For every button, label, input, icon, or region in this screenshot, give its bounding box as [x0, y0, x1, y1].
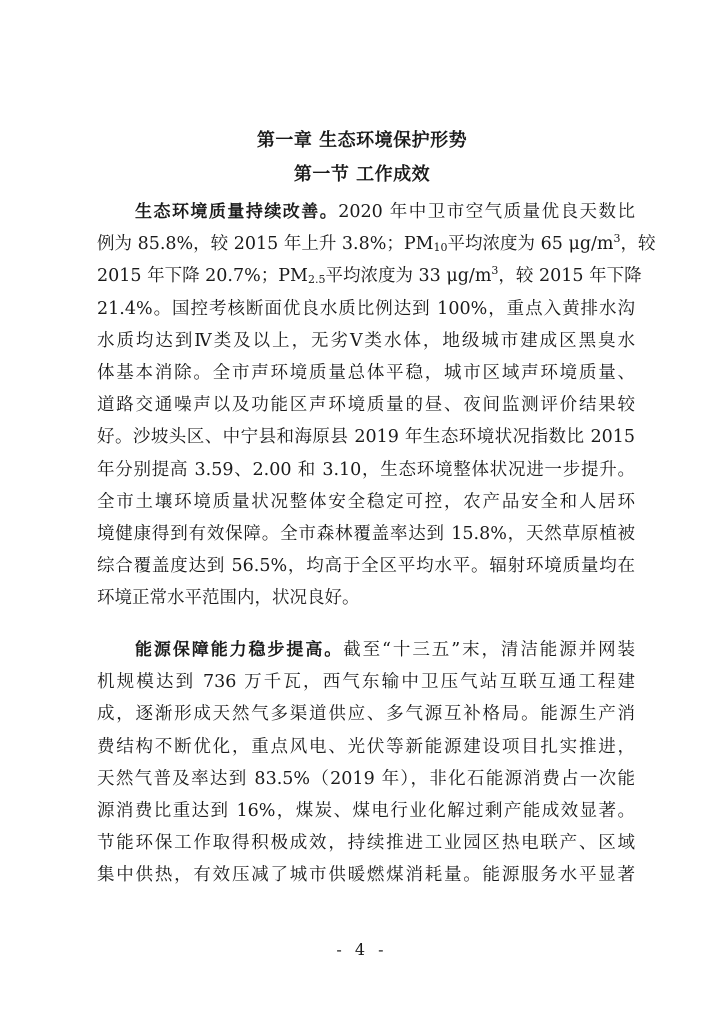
paragraph-line: 好。沙坡头区、中宁县和海原县 2019 年生态环境状况指数比 2015 — [97, 427, 635, 448]
paragraph-line: 道路交通噪声以及功能区声环境质量的昼、夜间监测评价结果较 — [97, 395, 635, 416]
paragraph-line: 机规模达到 736 万千瓦，西气东输中卫压气站互联互通工程建 — [97, 672, 635, 693]
paragraph-line: 节能环保工作取得积极成效，持续推进工业园区热电联产、区域 — [97, 833, 635, 854]
paragraph-line: 集中供热，有效压减了城市供暖燃煤消耗量。能源服务水平显著 — [97, 865, 635, 886]
paragraph-lead: 生态环境质量持续改善。 — [135, 202, 339, 222]
paragraph-lead: 能源保障能力稳步提高。 — [135, 640, 344, 660]
page-number: - 4 - — [336, 940, 388, 959]
paragraph-line: 成，逐渐形成天然气多渠道供应、多气源互补格局。能源生产消 — [97, 704, 635, 725]
paragraph-line: 例为 85.8%，较 2015 年上升 3.8%；$PM_{10}$平均浓度为 65 $\mu g/m^3$，较 — [97, 232, 656, 255]
paragraph-line: 综合覆盖度达到 56.5%，均高于全区平均水平。辐射环境质量均在 — [97, 556, 635, 577]
paragraph-line: 21.4%。国控考核断面优良水质比例达到 100%，重点入黄排水沟 — [97, 298, 635, 319]
paragraph-line: 能源保障能力稳步提高。截至“十三五”末，清洁能源并网装 — [135, 640, 635, 660]
paragraph-line: 费结构不断优化，重点风电、光伏等新能源建设项目扎实推进， — [97, 736, 635, 757]
paragraph-line: 全市土壤环境质量状况整体安全稳定可控，农产品安全和人居环 — [97, 491, 635, 512]
paragraph-line: 源消费比重达到 16%，煤炭、煤电行业化解过剩产能成效显著。 — [97, 800, 635, 821]
paragraph-ecology — [97, 196, 656, 614]
paragraph-line: 环境正常水平范围内，状况良好。 — [97, 588, 360, 609]
paragraph-line: 水质均达到Ⅳ类及以上，无劣Ⅴ类水体，地级城市建成区黑臭水 — [97, 330, 635, 351]
paragraph-line: 境健康得到有效保障。全市森林覆盖率达到 15.8%，天然草原植被 — [97, 523, 635, 544]
chapter-title: 第一章 生态环境保护形势 — [256, 130, 468, 151]
paragraph-energy — [97, 634, 635, 892]
paragraph-line: 生态环境质量持续改善。2020 年中卫市空气质量优良天数比 — [135, 202, 636, 222]
paragraph-line: 体基本消除。全市声环境质量总体平稳，城市区域声环境质量、 — [97, 362, 635, 383]
paragraph-line: 年分别提高 3.59、2.00 和 3.10，生态环境整体状况进一步提升。 — [97, 459, 635, 480]
paragraph-line: 2015 年下降 20.7%；$PM_{2.5}$平均浓度为 33 $\mu g/m^3$，较 2015 年下降 — [97, 264, 642, 287]
paragraph-line: 天然气普及率达到 83.5%（2019 年），非化石能源消费占一次能 — [97, 768, 635, 789]
section-title: 第一节 工作成效 — [293, 164, 431, 185]
